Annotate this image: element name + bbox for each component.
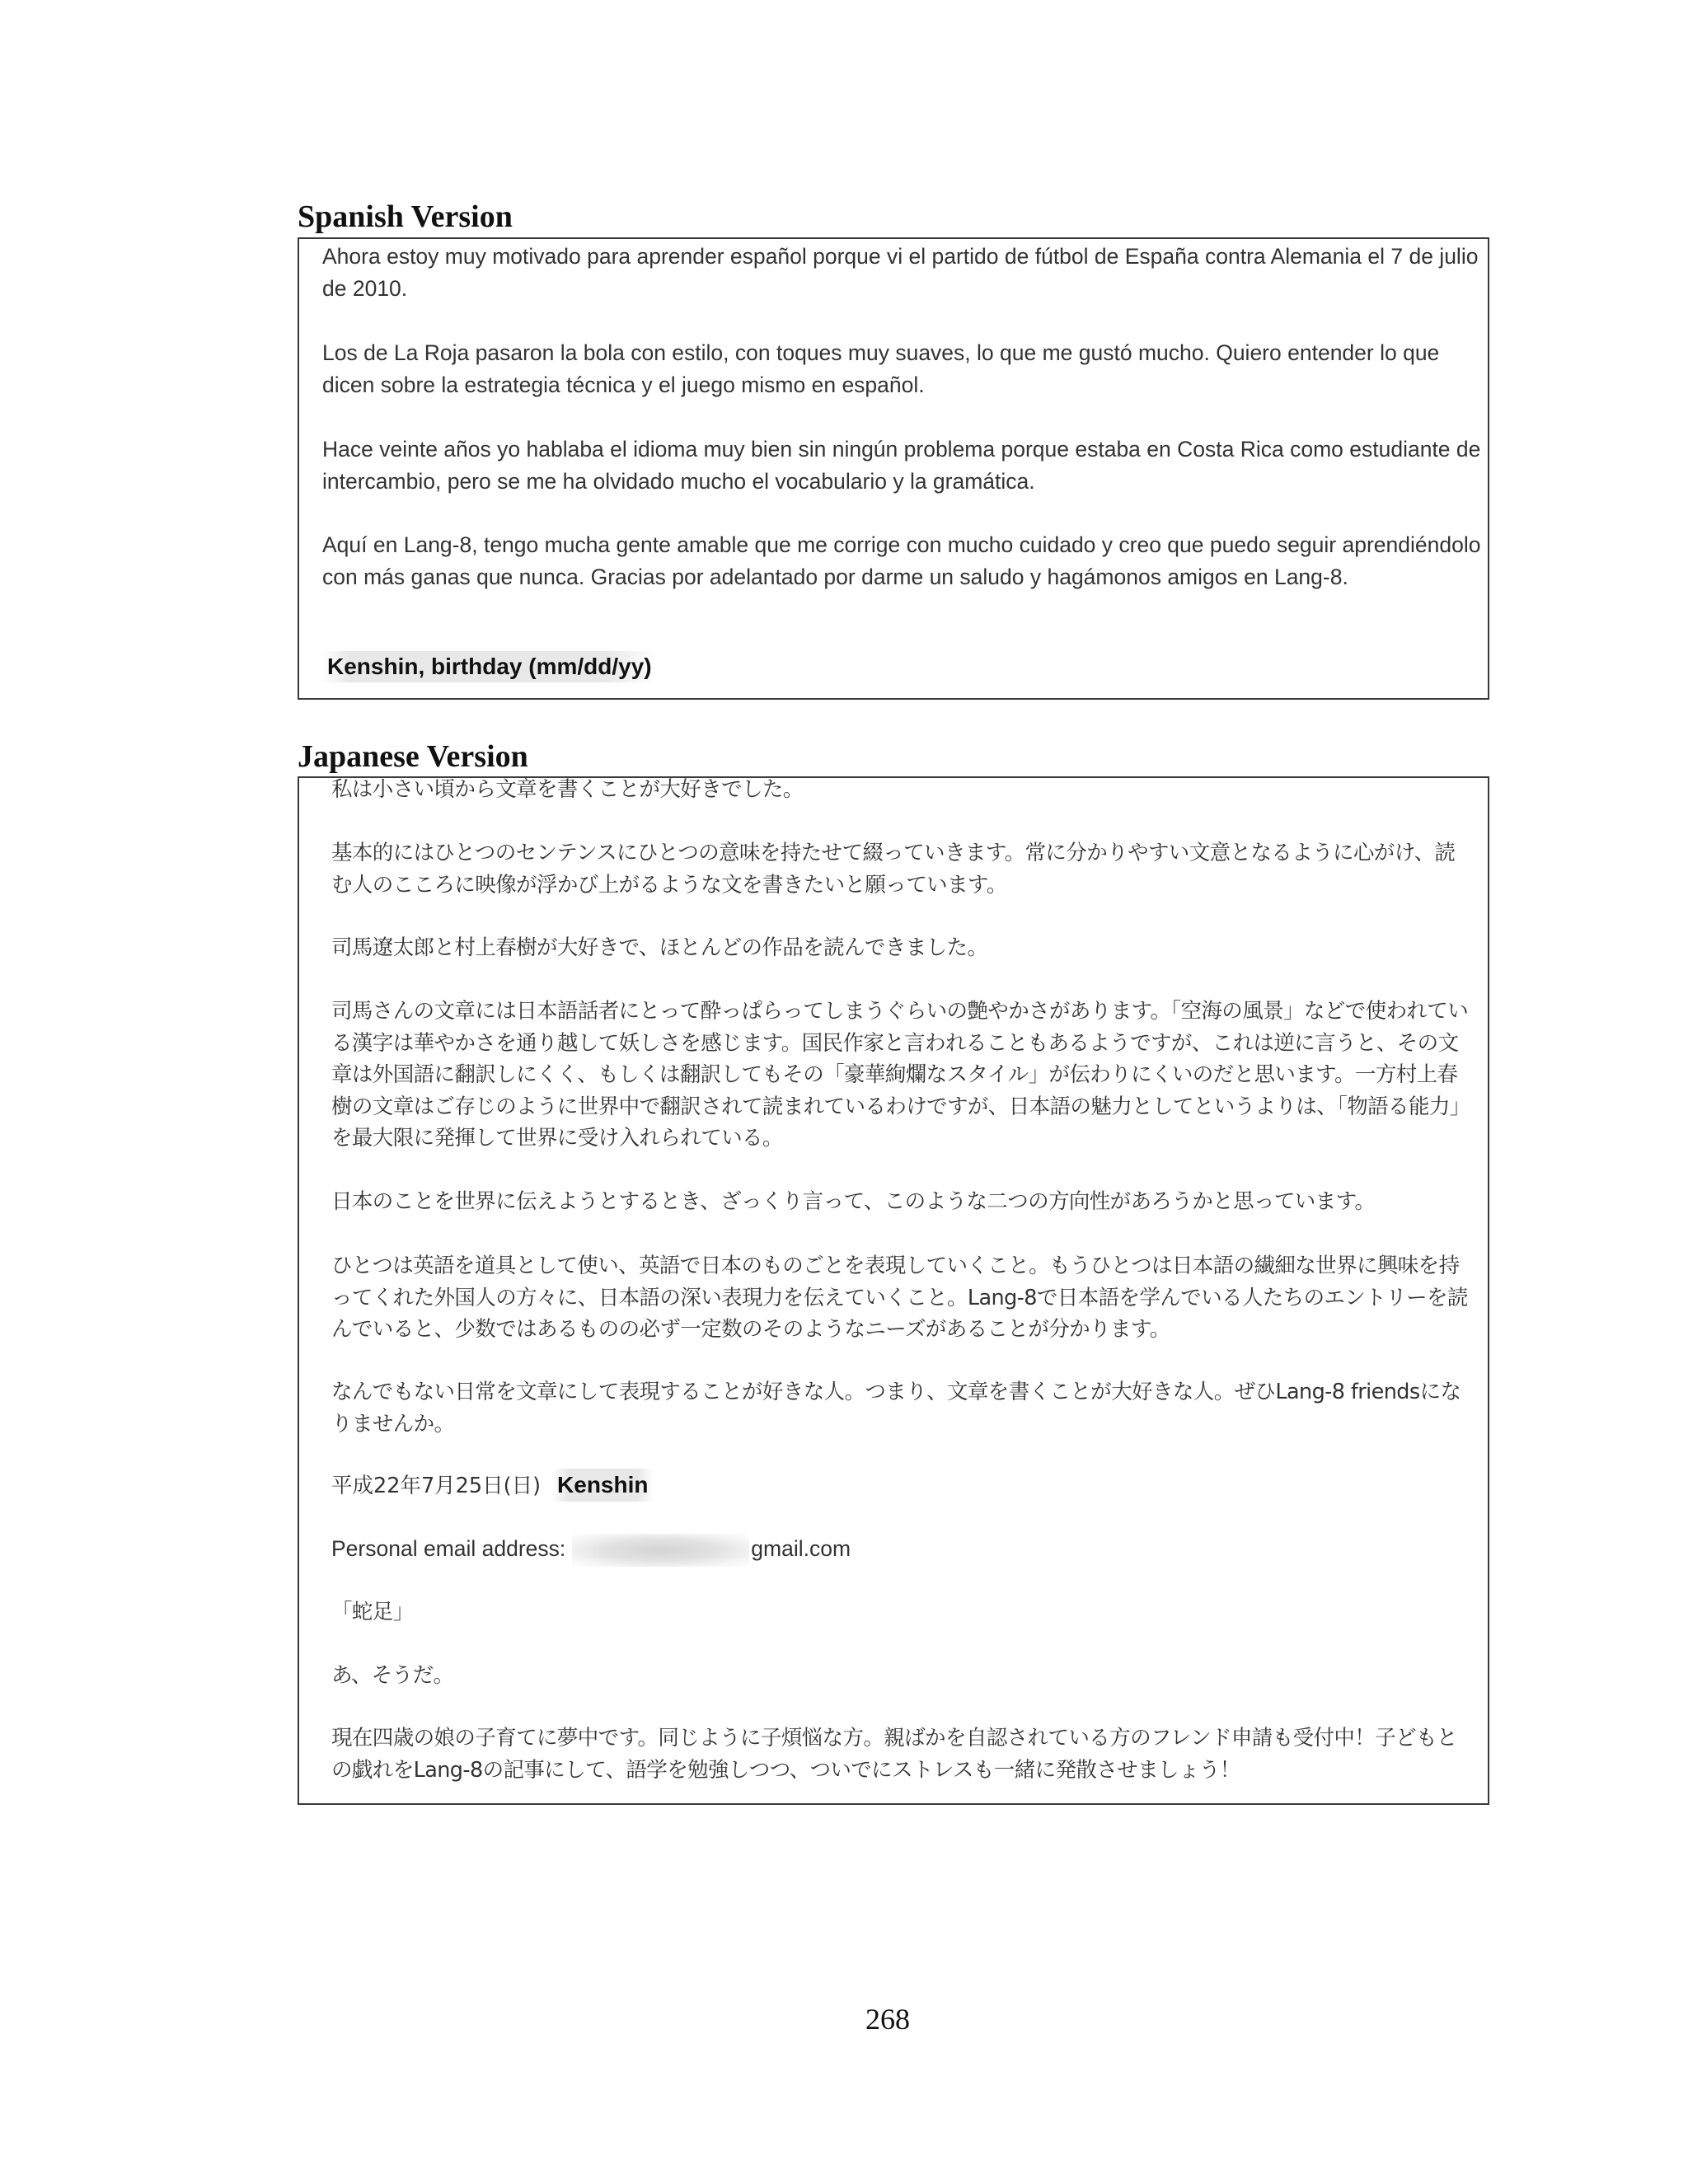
spanish-signature: Kenshin, birthday (mm/dd/yy) <box>322 651 657 682</box>
japanese-paragraph-7: なんでもない日常を文章にして表現することが好きな人。つまり、文章を書くことが大好きな人。ぜひLang-8 friendsになりませんか。 <box>331 1380 1461 1436</box>
spanish-paragraph-4: Aquí en Lang-8, tengo mucha gente amable que me corrige con mucho cuidado y creo que puedo seguir aprendiéndolo con más ganas que nunca. Gracias por adelantado por darme un saludo y hagámonos amigos en Lang-8. <box>322 532 1481 589</box>
spanish-paragraph-3: Hace veinte años yo hablaba el idioma muy bien sin ningún problema porque estaba en Costa Rica como estudiante de intercambio, pero se me ha olvidado mucho el vocabulario y la gramática. <box>322 437 1481 494</box>
email-label: Personal email address: <box>331 1536 566 1561</box>
postscript-body: 現在四歳の娘の子育てに夢中です。同じように子煩悩な方。親ばかを自認されている方のフレンド申請も受付中！子どもとの戯れをLang-8の記事にして、語学を勉強しつつ、ついでにストレスも一緒に発散させましょう！ <box>331 1726 1457 1783</box>
postscript-intro: あ、そうだ。 <box>331 1663 454 1688</box>
spanish-profile-screenshot <box>298 237 1489 700</box>
japanese-paragraph-3: 司馬遼太郎と村上春樹が大好きで、ほとんどの作品を読んできました。 <box>331 935 988 960</box>
japanese-paragraph-6: ひとつは英語を道具として使い、英語で日本のものごとを表現していくこと。もうひとつは日本語の繊細な世界に興味を持ってくれた外国人の方々に、日本語の深い表現力を伝えていくこと。Lang-8で日本語を学んでいる人たちのエントリーを読んでいると、少数ではあるものの必ず一定数のそのようなニーズがあることが分かります。 <box>331 1254 1468 1342</box>
email-redaction-blur <box>572 1534 749 1567</box>
japanese-date-signature-line <box>331 1469 654 1502</box>
spanish-version-heading: Spanish Version <box>298 199 513 234</box>
japanese-paragraph-5: 日本のことを世界に伝えようとするとき、ざっくり言って、このような二つの方向性があろうかと思っています。 <box>331 1189 1376 1214</box>
personal-email-line <box>331 1532 851 1567</box>
page-number: 268 <box>865 2003 910 2036</box>
japanese-paragraph-2: 基本的にはひとつのセンテンスにひとつの意味を持たせて綴っていきます。常に分かりやすい文意となるように心がけ、読む人のこころに映像が浮かび上がるような文を書きたいと願っています。 <box>331 841 1456 898</box>
spanish-paragraph-2: Los de La Roja pasaron la bola con estilo, con toques muy suaves, lo que me gustó mucho. Quiero entender lo que dicen sobre la estrategia técnica y el juego mismo en español. <box>322 340 1440 397</box>
postscript-title: 「蛇足」 <box>331 1600 414 1624</box>
japanese-date: 平成22年7月25日(日) <box>331 1474 542 1498</box>
spanish-paragraph-1: Ahora estoy muy motivado para aprender español porque vi el partido de fútbol de España contra Alemania el 7 de julio de 2010. <box>322 244 1479 301</box>
email-domain: gmail.com <box>751 1536 851 1561</box>
japanese-signature: Kenshin <box>552 1469 653 1502</box>
japanese-paragraph-4: 司馬さんの文章には日本語話者にとって酔っぱらってしまうぐらいの艶やかさがあります。「空海の風景」などで使われている漢字は華やかさを通り越して妖しさを感じます。国民作家と言われることもあるようですが、これは逆に言うと、その文章は外国語に翻訳しにくく、もしくは翻訳してもその「豪華絢爛なスタイル」が伝わりにくいのだと思います。一方村上春樹の文章はご存じのように世界中で翻訳されて読まれているわけですが、日本語の魅力としてというよりは、「物語る能力」を最大限に発揮して世界に受け入れられている。 <box>331 999 1470 1151</box>
japanese-version-heading: Japanese Version <box>298 739 528 774</box>
japanese-paragraph-1: 私は小さい頃から文章を書くことが大好きでした。 <box>331 777 804 802</box>
japanese-profile-screenshot <box>298 776 1489 1805</box>
